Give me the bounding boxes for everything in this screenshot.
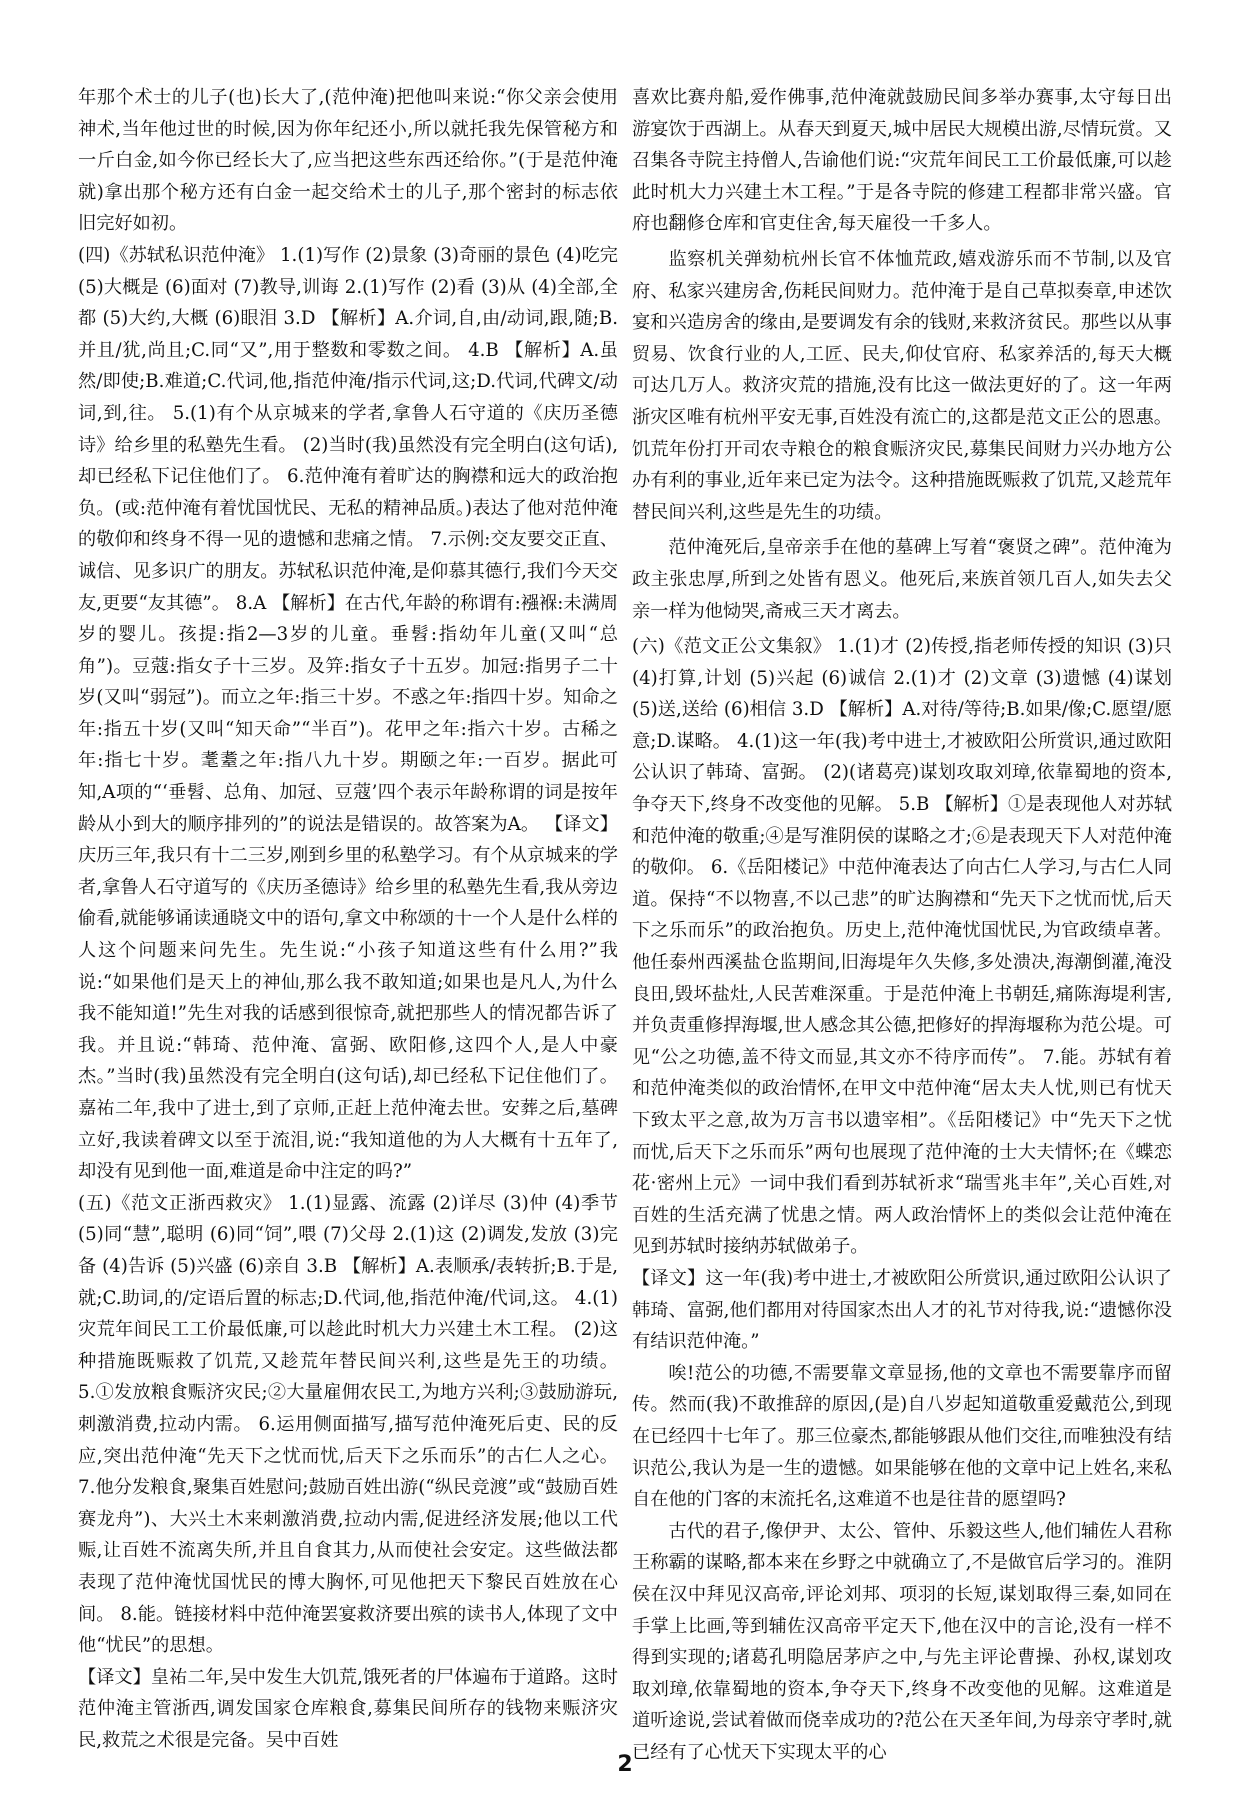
section-6-translation: 【译文】这一年(我)考中进士,才被欧阳公所赏识,通过欧阳公认识了韩琦、富弼,他们都用对待国家杰出人才的礼节对待我,说:“遗憾你没有结识范仲淹。” bbox=[632, 1267, 1172, 1353]
section-4-answers: (四)《苏轼私识范仲淹》 1.(1)写作 (2)景象 (3)奇丽的景色 (4)吃完 (5)大概是 (6)面对 (7)教导,训诲 2.(1)写作 (2)看 (3)从 (4)全部,全都 (5)大约,大概 (6)眼泪 3.D 【解析】A.介词,自,由/动词,跟,随;B.并且/犹,尚且;C.同“又”,用于整数和零数之间。 4.B 【解析】A.虽然/即使;B.难道;C.代词,他,指范仲淹/指示代词,这;D.代词,代碑文/动词,到,往。 5.(1)有个从京城来的学者,拿鲁人石守道的《庆历圣德诗》给乡里的私塾先生看。 (2)当时(我)虽然没有完全明白(这句话),却已经私下记住他们了。 6.范仲淹有着旷达的胸襟和远大的政治抱负。(或:范仲淹有着忧国忧民、无私的精神品质。)表达了他对范仲淹的敬仰和终身不得一见的遗憾和悲痛之情。 7.示例:交友要交正直、诚信、见多识广的朋友。苏轼私识范仲淹,是仰慕其德行,我们今天交友,更要“友其德”。 8.A 【解析】在古代,年龄的称谓有:襁褓:未满周岁的婴儿。孩提:指2—3岁的儿童。垂髫:指幼年儿童(又叫“总角”)。豆蔻:指女子十三岁。及笄:指女子十五岁。加冠:指男子二十岁(又叫“弱冠”)。而立之年:指三十岁。不惑之年:指四十岁。知命之年:指五十岁(又叫“知天命”“半百”)。花甲之年:指六十岁。古稀之年:指七十岁。耄耋之年:指八九十岁。期颐之年:一百岁。据此可知,A项的“‘垂髫、总角、加冠、豆蔻’四个表示年龄称谓的词是按年龄从小到大的顺序排列的”的说法是错误的。故答案为A。 【译文】庆历三年,我只有十二三岁,刚到乡里的私塾学习。有个从京城来的学者,拿鲁人石守道写的《庆历圣德诗》给乡里的私塾先生看,我从旁边偷看,就能够诵读通晓文中的语句,拿文中称颂的十一个人是什么样的人这个问题来问先生。先生说:“小孩子知道这些有什么用?”我说:“如果他们是天上的神仙,那么我不敢知道;如果也是凡人,为什么我不能知道!”先生对我的话感到很惊奇,就把那些人的情况都告诉了我。并且说:“韩琦、范仲淹、富弼、欧阳修,这四个人,是人中豪杰。”当时(我)虽然没有完全明白(这句话),却已经私下记住他们了。嘉祐二年,我中了进士,到了京师,正赶上范仲淹去世。安葬之后,墓碑立好,我读着碑文以至于流泪,说:“我知道他的为人大概有十五年了,却没有见到他一面,难道是命中注定的吗?” bbox=[78, 244, 618, 1183]
paragraph-translation-end: 年那个术士的儿子(也)长大了,(范仲淹)把他叫来说:“你父亲会使用神术,当年他过世的时候,因为你年纪还小,所以就托我先保管秘方和一斤白金,如今你已经长大了,应当把这些东西还给你。”(于是范仲淹就)拿出那个秘方还有白金一起交给术士的儿子,那个密封的标志依旧完好如初。 bbox=[78, 87, 618, 235]
section-5-translation: 【译文】皇祐二年,吴中发生大饥荒,饿死者的尸体遍布于道路。这时范仲淹主管浙西,调发国家仓库粮食,募集民间所存的钱物来赈济灾民,救荒之术很是完备。吴中百姓 bbox=[78, 1666, 618, 1751]
section-6-answers: (六)《范文正公文集叙》 1.(1)才 (2)传授,指老师传授的知识 (3)只 (4)打算,计划 (5)兴起 (6)诚信 2.(1)才 (2)文章 (3)遗憾 (4)谋划 (5)送,送给 (6)相信 3.D 【解析】A.对待/等待;B.如果/像;C.愿望/愿意;D.谋略。 4.(1)这一年(我)考中进士,才被欧阳公所赏识,通过欧阳公认识了韩琦、富弼。 (2)(诸葛亮)谋划攻取刘璋,依靠蜀地的资本,争夺天下,终身不改变他的见解。 5.B 【解析】①是表现他人对苏轼和范仲淹的敬重;④是写淮阴侯的谋略之才;⑥是表现天下人对范仲淹的敬仰。 6.《岳阳楼记》中范仲淹表达了向古仁人学习,与古仁人同道。保持“不以物喜,不以己悲”的旷达胸襟和“先天下之忧而忧,后天下之乐而乐”的政治抱负。历史上,范仲淹忧国忧民,为官政绩卓著。他任泰州西溪盐仓监期间,旧海堤年久失修,多处溃决,海潮倒灌,淹没良田,毁坏盐灶,人民苦难深重。于是范仲淹上书朝廷,痛陈海堤利害,并负责重修捍海堰,世人感念其公德,把修好的捍海堰称为范公堤。可见“公之功德,盖不待文而显,其文亦不待序而传”。 7.能。苏轼有着和范仲淹类似的政治情怀,在甲文中范仲淹“居太夫人忧,则已有忧天下致太平之意,故为万言书以遗宰相”。《岳阳楼记》中“先天下之忧而忧,后天下之乐而乐”两句也展现了范仲淹的士大夫情怀;在《蝶恋花·密州上元》一词中我们看到苏轼祈求“瑞雪兆丰年”,关心百姓,对百姓的生活充满了忧患之情。两人政治情怀上的类似会让范仲淹在见到苏轼时接纳苏轼做弟子。 bbox=[632, 636, 1172, 1258]
left-column bbox=[78, 82, 618, 1751]
section-5-translation-p3: 范仲淹死后,皇帝亲手在他的墓碑上写着“褒贤之碑”。范仲淹为政主张忠厚,所到之处皆有恩义。他死后,来族首领几百人,如失去父亲一样为他恸哭,斋戒三天才离去。 bbox=[632, 537, 1172, 622]
section-6-translation-p3: 古代的君子,像伊尹、太公、管仲、乐毅这些人,他们辅佐人君称王称霸的谋略,都本来在乡野之中就确立了,不是做官后学习的。淮阴侯在汉中拜见汉高帝,评论刘邦、项羽的长短,谋划取得三秦,如同在手掌上比画,等到辅佐汉高帝平定天下,他在汉中的言论,没有一样不得到实现的;诸葛孔明隐居茅庐之中,与先主评论曹操、孙权,谋划攻取刘璋,依靠蜀地的资本,争夺天下,终身不改变他的见解。这难道是道听途说,尝试着做而侥幸成功的?范公在天圣年间,为母亲守孝时,就已经有了心忧天下实现太平的心 bbox=[632, 1520, 1172, 1763]
section-6-translation-p2: 唉!范公的功德,不需要靠文章显扬,他的文章也不需要靠序而留传。然而(我)不敢推辞的原因,(是)自八岁起知道敬重爱戴范公,到现在已经四十七年了。那三位豪杰,都能够跟从他们交往,而唯独没有结识范公,我认为是一生的遗憾。如果能够在他的文章中记上姓名,来私自在他的门客的末流托名,这难道不也是往昔的愿望吗? bbox=[632, 1362, 1172, 1511]
section-5-translation-cont: 喜欢比赛舟船,爱作佛事,范仲淹就鼓励民间多举办赛事,太守每日出游宴饮于西湖上。从春天到夏天,城中居民大规模出游,尽情玩赏。又召集各寺院主持僧人,告谕他们说:“灾荒年间民工工价最低廉,可以趁此时机大力兴建土木工程。”于是各寺院的修建工程都非常兴盛。官府也翻修仓库和官吏住舍,每天雇役一千多人。 bbox=[632, 87, 1172, 235]
section-5-translation-p2: 监察机关弹劾杭州长官不体恤荒政,嬉戏游乐而不节制,以及官府、私家兴建房舍,伤耗民间财力。范仲淹于是自己草拟奏章,申述饮宴和兴造房舍的缘由,是要调发有余的钱财,来救济贫民。那些以从事贸易、饮食行业的人,工匠、民夫,仰仗官府、私家养活的,每天大概可达几万人。救济灾荒的措施,没有比这一做法更好的了。这一年两浙灾区唯有杭州平安无事,百姓没有流亡的,这都是范文正公的恩惠。饥荒年份打开司农寺粮仓的粮食赈济灾民,募集民间财力兴办地方公办有利的事业,近年来已定为法令。这种措施既赈救了饥荒,又趁荒年替民间兴利,这些是先生的功绩。 bbox=[632, 248, 1172, 523]
section-5-answers: (五)《范文正浙西救灾》 1.(1)显露、流露 (2)详尽 (3)仲 (4)季节 (5)同“慧”,聪明 (6)同“饲”,喂 (7)父母 2.(1)这 (2)调发,发放 (3)完备 (4)告诉 (5)兴盛 (6)亲自 3.B 【解析】A.表顺承/表转折;B.于是,就;C.助词,的/定语后置的标志;D.代词,他,指范仲淹/代词,这。 4.(1)灾荒年间民工工价最低廉,可以趁此时机大力兴建土木工程。 (2)这种措施既赈救了饥荒,又趁荒年替民间兴利,这些是先王的功绩。 5.①发放粮食赈济灾民;②大量雇佣农民工,为地方兴利;③鼓励游玩,刺激消费,拉动内需。 6.运用侧面描写,描写范仲淹死后吏、民的反应,突出范仲淹“先天下之忧而忧,后天下之乐而乐”的古仁人之心。 7.他分发粮食,聚集百姓慰问;鼓励百姓出游(“纵民竞渡”或“鼓励百姓赛龙舟”)、大兴土木来刺激消费,拉动内需,促进经济发展;他以工代赈,让百姓不流离失所,并且自食其力,从而使社会安定。这些做法都表现了范仲淹忧国忧民的博大胸怀,可见他把天下黎民百姓放在心间。 8.能。链接材料中范仲淹罢宴救济要出殡的读书人,体现了文中他“忧民”的思想。 bbox=[78, 1192, 618, 1657]
page-number: 2 bbox=[617, 1752, 633, 1777]
right-column bbox=[632, 82, 1172, 1763]
